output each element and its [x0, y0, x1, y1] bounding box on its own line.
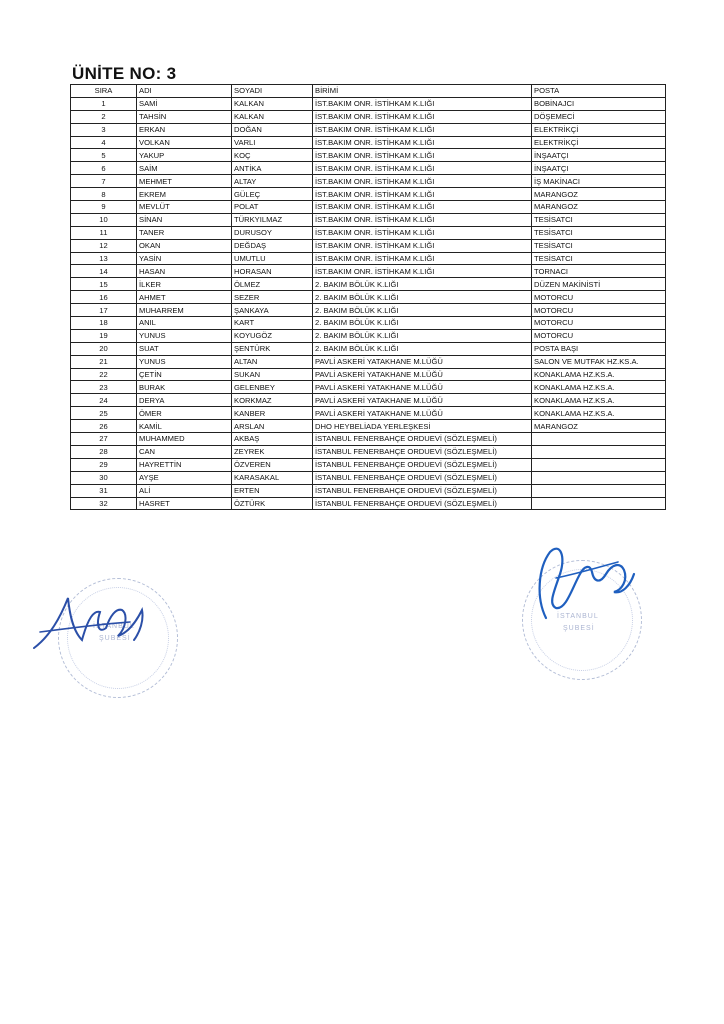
cell-birimi: İST.BAKIM ONR. İSTİHKAM K.LIĞI: [313, 175, 532, 188]
table-row: [71, 368, 666, 381]
cell-posta: MOTORCU: [532, 304, 666, 317]
cell-birimi: 2. BAKIM BÖLÜK K.LIĞI: [313, 329, 532, 342]
table-row: [71, 291, 666, 304]
cell-posta: TESİSATCI: [532, 213, 666, 226]
cell-birimi: İST.BAKIM ONR. İSTİHKAM K.LIĞI: [313, 201, 532, 214]
right-stamp-text-line2: ŞUBESİ: [563, 625, 595, 632]
cell-birimi: İST.BAKIM ONR. İSTİHKAM K.LIĞI: [313, 213, 532, 226]
cell-sira: 20: [71, 342, 137, 355]
cell-soyadi: ERTEN: [232, 484, 313, 497]
cell-adi: CAN: [137, 445, 232, 458]
cell-sira: 10: [71, 213, 137, 226]
cell-adi: AHMET: [137, 291, 232, 304]
cell-soyadi: POLAT: [232, 201, 313, 214]
table-row: [71, 407, 666, 420]
table-row: [71, 484, 666, 497]
table-row: [71, 123, 666, 136]
cell-soyadi: GÜLEÇ: [232, 188, 313, 201]
table-header-row: [71, 85, 666, 98]
cell-birimi: İST.BAKIM ONR. İSTİHKAM K.LIĞI: [313, 162, 532, 175]
table-row: [71, 355, 666, 368]
cell-posta: TESİSATCI: [532, 252, 666, 265]
cell-adi: YAKUP: [137, 149, 232, 162]
cell-sira: 11: [71, 226, 137, 239]
cell-soyadi: ÖLMEZ: [232, 278, 313, 291]
cell-adi: VOLKAN: [137, 136, 232, 149]
cell-adi: AYŞE: [137, 471, 232, 484]
table-row: [71, 381, 666, 394]
cell-adi: BURAK: [137, 381, 232, 394]
cell-adi: İLKER: [137, 278, 232, 291]
cell-soyadi: TÜRKYILMAZ: [232, 213, 313, 226]
cell-adi: HASAN: [137, 265, 232, 278]
cell-posta: POSTA BAŞI: [532, 342, 666, 355]
cell-sira: 1: [71, 97, 137, 110]
cell-sira: 2: [71, 110, 137, 123]
cell-posta: [532, 433, 666, 446]
cell-adi: HAYRETTİN: [137, 458, 232, 471]
cell-adi: SUAT: [137, 342, 232, 355]
cell-birimi: 2. BAKIM BÖLÜK K.LIĞI: [313, 317, 532, 330]
personnel-table: [70, 84, 666, 510]
table-row: [71, 252, 666, 265]
cell-sira: 31: [71, 484, 137, 497]
cell-soyadi: ŞENTÜRK: [232, 342, 313, 355]
cell-birimi: PAVLİ ASKERİ YATAKHANE M.LÜĞÜ: [313, 381, 532, 394]
cell-adi: MEVLÜT: [137, 201, 232, 214]
cell-sira: 28: [71, 445, 137, 458]
cell-soyadi: KALKAN: [232, 97, 313, 110]
cell-adi: OKAN: [137, 239, 232, 252]
cell-adi: YUNUS: [137, 329, 232, 342]
cell-sira: 6: [71, 162, 137, 175]
table-row: [71, 239, 666, 252]
cell-posta: TORNACI: [532, 265, 666, 278]
cell-posta: [532, 458, 666, 471]
cell-birimi: İSTANBUL FENERBAHÇE ORDUEVİ (SÖZLEŞMELİ): [313, 471, 532, 484]
cell-sira: 8: [71, 188, 137, 201]
table-row: [71, 497, 666, 510]
cell-soyadi: ÖZVEREN: [232, 458, 313, 471]
cell-birimi: İSTANBUL FENERBAHÇE ORDUEVİ (SÖZLEŞMELİ): [313, 458, 532, 471]
table-row: [71, 317, 666, 330]
cell-soyadi: DEĞDAŞ: [232, 239, 313, 252]
cell-adi: SAİM: [137, 162, 232, 175]
table-body: [71, 97, 666, 510]
cell-posta: TESİSATCI: [532, 239, 666, 252]
cell-posta: TESİSATCI: [532, 226, 666, 239]
cell-posta: MARANGOZ: [532, 420, 666, 433]
cell-sira: 25: [71, 407, 137, 420]
table-row: [71, 226, 666, 239]
cell-adi: SİNAN: [137, 213, 232, 226]
cell-sira: 27: [71, 433, 137, 446]
cell-posta: MOTORCU: [532, 329, 666, 342]
cell-birimi: 2. BAKIM BÖLÜK K.LIĞI: [313, 291, 532, 304]
cell-birimi: İST.BAKIM ONR. İSTİHKAM K.LIĞI: [313, 123, 532, 136]
cell-adi: MUHAMMED: [137, 433, 232, 446]
cell-soyadi: HORASAN: [232, 265, 313, 278]
cell-adi: TANER: [137, 226, 232, 239]
cell-posta: DÖŞEMECİ: [532, 110, 666, 123]
cell-birimi: PAVLİ ASKERİ YATAKHANE M.LÜĞÜ: [313, 355, 532, 368]
cell-birimi: İSTANBUL FENERBAHÇE ORDUEVİ (SÖZLEŞMELİ): [313, 445, 532, 458]
cell-adi: ÖMER: [137, 407, 232, 420]
cell-birimi: İST.BAKIM ONR. İSTİHKAM K.LIĞI: [313, 149, 532, 162]
table-row: [71, 304, 666, 317]
cell-sira: 23: [71, 381, 137, 394]
cell-birimi: İSTANBUL FENERBAHÇE ORDUEVİ (SÖZLEŞMELİ): [313, 484, 532, 497]
left-stamp-text-line2: ŞUBESİ: [99, 635, 131, 642]
cell-sira: 24: [71, 394, 137, 407]
cell-sira: 17: [71, 304, 137, 317]
cell-birimi: PAVLİ ASKERİ YATAKHANE M.LÜĞÜ: [313, 407, 532, 420]
cell-soyadi: GELENBEY: [232, 381, 313, 394]
table-row: [71, 329, 666, 342]
cell-soyadi: KANBER: [232, 407, 313, 420]
cell-soyadi: DOĞAN: [232, 123, 313, 136]
cell-soyadi: ALTAY: [232, 175, 313, 188]
cell-posta: KONAKLAMA HZ.KS.A.: [532, 381, 666, 394]
cell-sira: 30: [71, 471, 137, 484]
table-row: [71, 149, 666, 162]
cell-soyadi: KARASAKAL: [232, 471, 313, 484]
cell-adi: ÇETİN: [137, 368, 232, 381]
column-header-adi: ADI: [137, 85, 232, 98]
table-row: [71, 175, 666, 188]
cell-sira: 12: [71, 239, 137, 252]
cell-sira: 26: [71, 420, 137, 433]
cell-soyadi: UMUTLU: [232, 252, 313, 265]
cell-posta: BOBİNAJCI: [532, 97, 666, 110]
cell-birimi: İST.BAKIM ONR. İSTİHKAM K.LIĞI: [313, 136, 532, 149]
cell-sira: 7: [71, 175, 137, 188]
cell-sira: 29: [71, 458, 137, 471]
cell-posta: KONAKLAMA HZ.KS.A.: [532, 368, 666, 381]
cell-birimi: 2. BAKIM BÖLÜK K.LIĞI: [313, 304, 532, 317]
table-row: [71, 136, 666, 149]
cell-posta: İNŞAATÇI: [532, 162, 666, 175]
cell-sira: 13: [71, 252, 137, 265]
cell-posta: SALON VE MUTFAK HZ.KS.A.: [532, 355, 666, 368]
cell-adi: MEHMET: [137, 175, 232, 188]
cell-posta: MARANGOZ: [532, 201, 666, 214]
cell-soyadi: ZEYREK: [232, 445, 313, 458]
cell-sira: 32: [71, 497, 137, 510]
cell-sira: 19: [71, 329, 137, 342]
column-header-posta: POSTA: [532, 85, 666, 98]
table-row: [71, 458, 666, 471]
left-signature: [30, 588, 170, 660]
table-row: [71, 265, 666, 278]
cell-birimi: 2. BAKIM BÖLÜK K.LIĞI: [313, 278, 532, 291]
cell-adi: ALİ: [137, 484, 232, 497]
cell-posta: DÜZEN MAKİNİSTİ: [532, 278, 666, 291]
cell-birimi: 2. BAKIM BÖLÜK K.LIĞI: [313, 342, 532, 355]
right-stamp-text-line1: İSTANBUL: [557, 613, 599, 620]
cell-soyadi: KOÇ: [232, 149, 313, 162]
cell-birimi: PAVLİ ASKERİ YATAKHANE M.LÜĞÜ: [313, 368, 532, 381]
table-row: [71, 342, 666, 355]
cell-adi: HASRET: [137, 497, 232, 510]
cell-posta: MOTORCU: [532, 317, 666, 330]
table-row: [71, 471, 666, 484]
cell-birimi: İST.BAKIM ONR. İSTİHKAM K.LIĞI: [313, 188, 532, 201]
table-row: [71, 188, 666, 201]
table-row: [71, 278, 666, 291]
cell-soyadi: ÖZTÜRK: [232, 497, 313, 510]
cell-sira: 14: [71, 265, 137, 278]
cell-posta: İŞ MAKİNACI: [532, 175, 666, 188]
column-header-soyadi: SOYADI: [232, 85, 313, 98]
cell-posta: ELEKTRİKÇİ: [532, 136, 666, 149]
cell-soyadi: DURUSOY: [232, 226, 313, 239]
cell-soyadi: AKBAŞ: [232, 433, 313, 446]
cell-soyadi: SUKAN: [232, 368, 313, 381]
cell-soyadi: SEZER: [232, 291, 313, 304]
cell-sira: 5: [71, 149, 137, 162]
cell-posta: [532, 497, 666, 510]
column-header-sira: SIRA: [71, 85, 137, 98]
cell-posta: [532, 445, 666, 458]
cell-birimi: İSTANBUL FENERBAHÇE ORDUEVİ (SÖZLEŞMELİ): [313, 497, 532, 510]
cell-adi: KAMİL: [137, 420, 232, 433]
cell-birimi: İST.BAKIM ONR. İSTİHKAM K.LIĞI: [313, 97, 532, 110]
table-row: [71, 201, 666, 214]
table-row: [71, 162, 666, 175]
cell-sira: 15: [71, 278, 137, 291]
cell-soyadi: VARLI: [232, 136, 313, 149]
cell-soyadi: ARSLAN: [232, 420, 313, 433]
cell-soyadi: ŞANKAYA: [232, 304, 313, 317]
cell-posta: [532, 471, 666, 484]
table-row: [71, 445, 666, 458]
cell-soyadi: ANTİKA: [232, 162, 313, 175]
cell-birimi: İST.BAKIM ONR. İSTİHKAM K.LIĞI: [313, 265, 532, 278]
cell-adi: ERKAN: [137, 123, 232, 136]
cell-posta: [532, 484, 666, 497]
cell-soyadi: ALTAN: [232, 355, 313, 368]
left-stamp-text-line1: İSTANBUL: [93, 623, 135, 630]
cell-birimi: İSTANBUL FENERBAHÇE ORDUEVİ (SÖZLEŞMELİ): [313, 433, 532, 446]
cell-adi: DERYA: [137, 394, 232, 407]
cell-posta: MARANGOZ: [532, 188, 666, 201]
table-row: [71, 433, 666, 446]
table-row: [71, 97, 666, 110]
table-row: [71, 110, 666, 123]
cell-sira: 4: [71, 136, 137, 149]
cell-soyadi: KALKAN: [232, 110, 313, 123]
cell-adi: YUNUS: [137, 355, 232, 368]
cell-adi: EKREM: [137, 188, 232, 201]
cell-birimi: İST.BAKIM ONR. İSTİHKAM K.LIĞI: [313, 110, 532, 123]
cell-adi: YASİN: [137, 252, 232, 265]
table-row: [71, 213, 666, 226]
cell-posta: KONAKLAMA HZ.KS.A.: [532, 407, 666, 420]
cell-posta: MOTORCU: [532, 291, 666, 304]
cell-soyadi: KORKMAZ: [232, 394, 313, 407]
table-row: [71, 394, 666, 407]
cell-sira: 9: [71, 201, 137, 214]
cell-birimi: İST.BAKIM ONR. İSTİHKAM K.LIĞI: [313, 252, 532, 265]
cell-birimi: DHO HEYBELİADA YERLEŞKESİ: [313, 420, 532, 433]
cell-sira: 21: [71, 355, 137, 368]
cell-adi: MUHARREM: [137, 304, 232, 317]
page-title: ÜNİTE NO: 3: [72, 64, 177, 83]
cell-adi: TAHSİN: [137, 110, 232, 123]
cell-soyadi: KART: [232, 317, 313, 330]
cell-adi: SAMİ: [137, 97, 232, 110]
cell-soyadi: KOYUGÖZ: [232, 329, 313, 342]
cell-posta: İNŞAATÇI: [532, 149, 666, 162]
cell-sira: 3: [71, 123, 137, 136]
cell-birimi: İST.BAKIM ONR. İSTİHKAM K.LIĞI: [313, 239, 532, 252]
cell-sira: 18: [71, 317, 137, 330]
cell-sira: 16: [71, 291, 137, 304]
column-header-birimi: BİRİMİ: [313, 85, 532, 98]
cell-adi: ANIL: [137, 317, 232, 330]
cell-sira: 22: [71, 368, 137, 381]
cell-birimi: PAVLİ ASKERİ YATAKHANE M.LÜĞÜ: [313, 394, 532, 407]
cell-posta: ELEKTRİKÇİ: [532, 123, 666, 136]
cell-birimi: İST.BAKIM ONR. İSTİHKAM K.LIĞI: [313, 226, 532, 239]
cell-posta: KONAKLAMA HZ.KS.A.: [532, 394, 666, 407]
table-row: [71, 420, 666, 433]
right-signature: [526, 538, 646, 628]
